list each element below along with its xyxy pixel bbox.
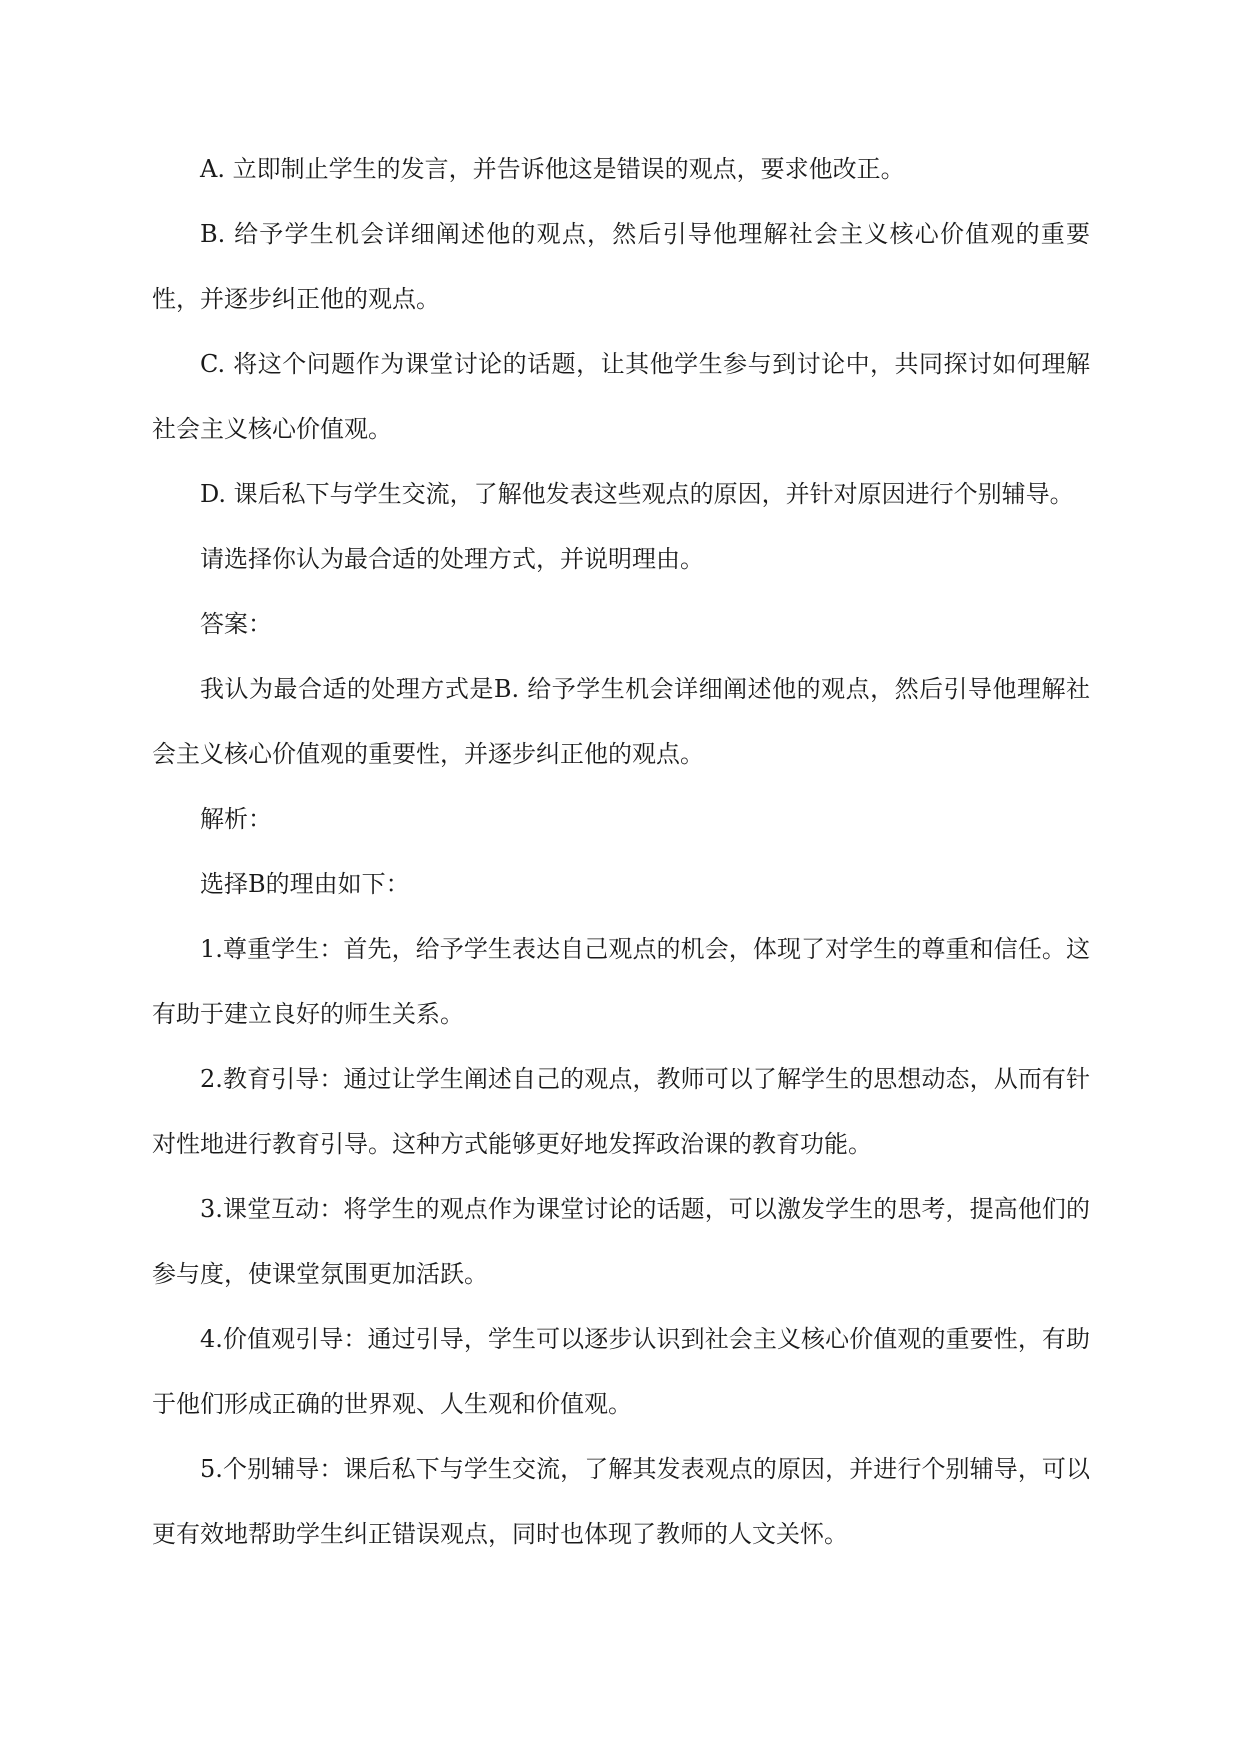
document-body bbox=[152, 137, 1090, 1567]
question-prompt: 请选择你认为最合适的处理方式，并说明理由。 bbox=[200, 545, 704, 573]
reason-item: 4.价值观引导：通过引导，学生可以逐步认识到社会主义核心价值观的重要性，有助于他们形成正确的世界观、人生观和价值观。 bbox=[152, 1325, 1090, 1418]
reason-item: 3.课堂互动：将学生的观点作为课堂讨论的话题，可以激发学生的思考，提高他们的参与度，使课堂氛围更加活跃。 bbox=[152, 1195, 1090, 1288]
option-c: C. 将这个问题作为课堂讨论的话题，让其他学生参与到讨论中，共同探讨如何理解社会主义核心价值观。 bbox=[152, 350, 1090, 443]
option-a: A. 立即制止学生的发言，并告诉他这是错误的观点，要求他改正。 bbox=[200, 155, 905, 183]
answer-text: 我认为最合适的处理方式是B. 给予学生机会详细阐述他的观点，然后引导他理解社会主义核心价值观的重要性，并逐步纠正他的观点。 bbox=[152, 675, 1090, 768]
analysis-heading: 解析： bbox=[200, 805, 272, 833]
answer-heading: 答案： bbox=[200, 610, 272, 638]
option-b: B. 给予学生机会详细阐述他的观点，然后引导他理解社会主义核心价值观的重要性，并逐步纠正他的观点。 bbox=[152, 220, 1090, 313]
reason-item: 1.尊重学生：首先，给予学生表达自己观点的机会，体现了对学生的尊重和信任。这有助于建立良好的师生关系。 bbox=[152, 935, 1090, 1028]
reason-item: 5.个别辅导：课后私下与学生交流，了解其发表观点的原因，并进行个别辅导，可以更有效地帮助学生纠正错误观点，同时也体现了教师的人文关怀。 bbox=[152, 1455, 1090, 1548]
reasons-intro: 选择B的理由如下： bbox=[200, 870, 410, 898]
option-d: D. 课后私下与学生交流，了解他发表这些观点的原因，并针对原因进行个别辅导。 bbox=[200, 480, 1074, 508]
reason-item: 2.教育引导：通过让学生阐述自己的观点，教师可以了解学生的思想动态，从而有针对性地进行教育引导。这种方式能够更好地发挥政治课的教育功能。 bbox=[152, 1065, 1090, 1158]
